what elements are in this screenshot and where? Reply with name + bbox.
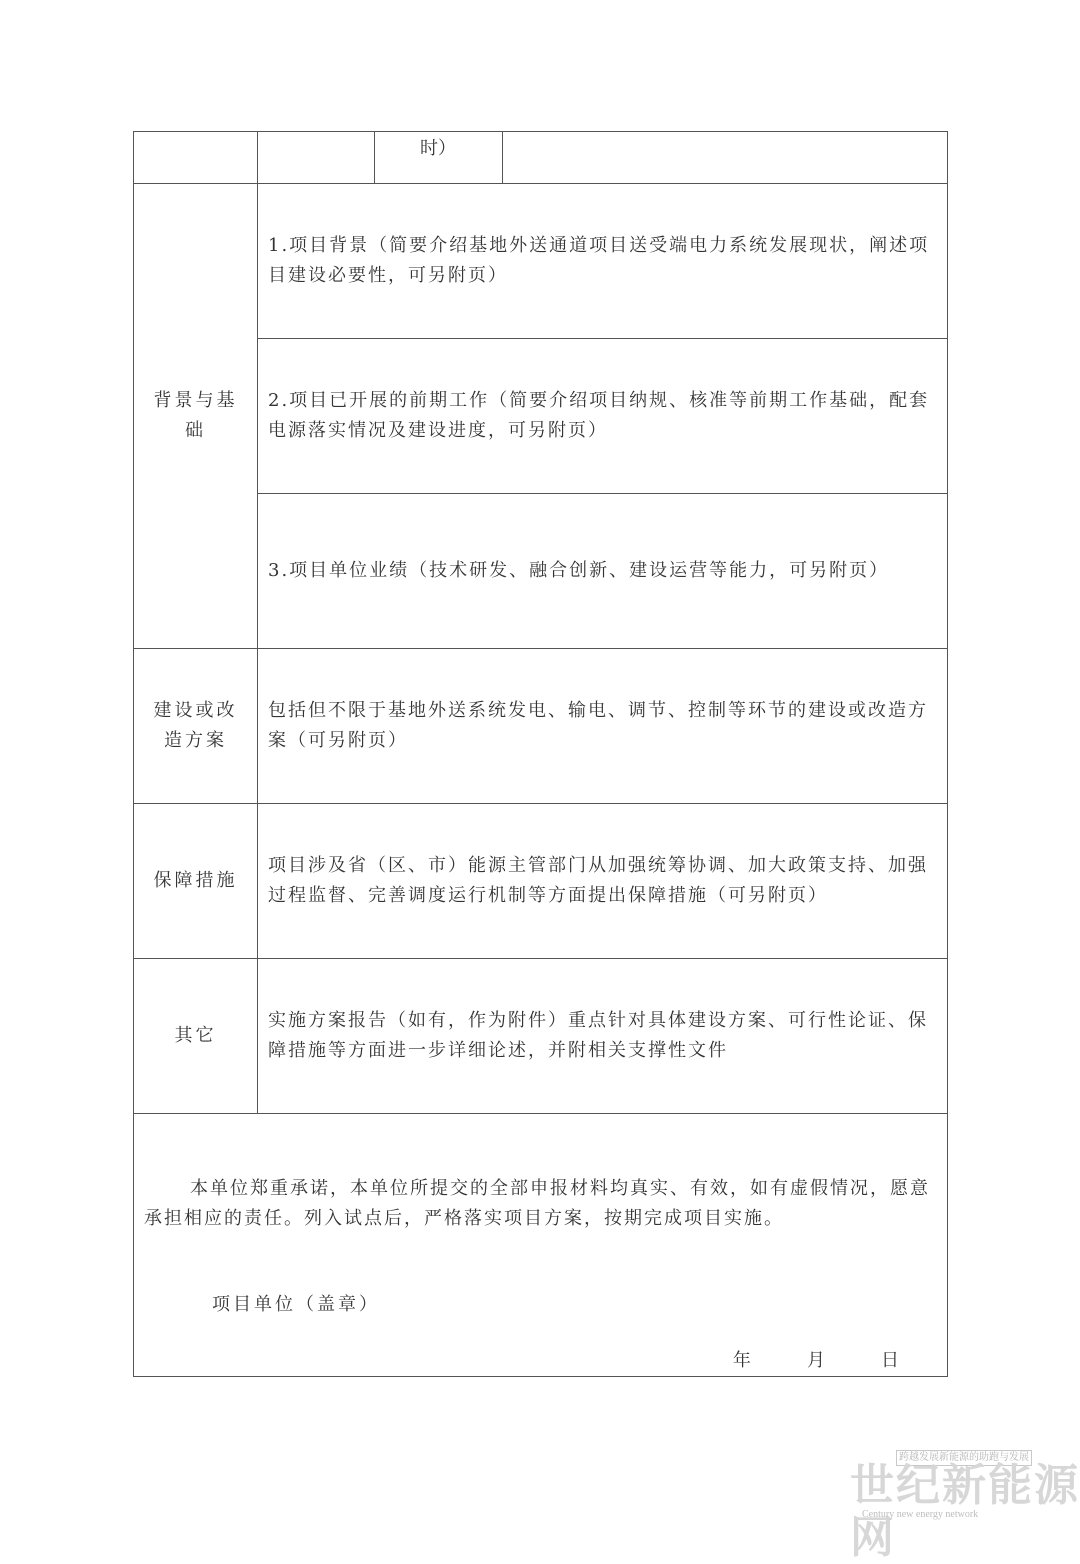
top-row-empty-cell bbox=[258, 132, 374, 183]
construction-plan-content: 包括但不限于基地外送系统发电、输电、调节、控制等环节的建设或改造方案（可另附页） bbox=[258, 649, 948, 804]
background-row-1 bbox=[134, 184, 948, 339]
watermark-slogan: 跨越发展新能源的助跑与发展 bbox=[896, 1450, 1032, 1466]
date-line bbox=[733, 1346, 901, 1376]
background-item-2: 2.项目已开展的前期工作（简要介绍项目纳规、核准等前期工作基础，配套电源落实情况及建设进度，可另附页） bbox=[258, 339, 948, 494]
background-label: 背景与基础 bbox=[153, 390, 238, 441]
safeguard-label: 保障措施 bbox=[153, 870, 238, 891]
construction-plan-label-cell bbox=[134, 649, 258, 804]
other-label-cell bbox=[134, 959, 258, 1114]
date-month: 月 bbox=[806, 1350, 827, 1371]
safeguard-row bbox=[134, 804, 948, 959]
watermark-subtitle: Century new energy network bbox=[862, 1509, 979, 1520]
top-row-label-cell bbox=[134, 132, 258, 184]
top-row-inner-table bbox=[258, 132, 947, 183]
other-content: 实施方案报告（如有，作为附件）重点针对具体建设方案、可行性论证、保障措施等方面进一步详细论述，并附相关支撑性文件 bbox=[258, 959, 948, 1114]
date-year: 年 bbox=[732, 1350, 753, 1371]
commitment-row bbox=[134, 1114, 948, 1377]
commitment-statement: 本单位郑重承诺，本单位所提交的全部申报材料均真实、有效，如有虚假情况，愿意承担相应的责任。列入试点后，严格落实项目方案，按期完成项目实施。 bbox=[144, 1178, 930, 1229]
application-form-table bbox=[133, 131, 948, 1377]
construction-plan-label: 建设或改造方案 bbox=[153, 700, 238, 751]
top-row-time-cell bbox=[374, 132, 502, 183]
top-row-content-cell bbox=[258, 132, 948, 184]
background-item-1: 1.项目背景（简要介绍基地外送通道项目送受端电力系统发展现状，阐述项目建设必要性，可另附页） bbox=[258, 184, 948, 339]
date-day: 日 bbox=[881, 1350, 901, 1371]
top-row-value-cell bbox=[502, 132, 947, 183]
background-item-3: 3.项目单位业绩（技术研发、融合创新、建设运营等能力，可另附页） bbox=[258, 494, 948, 649]
other-label: 其它 bbox=[174, 1025, 217, 1046]
watermark-logo: 世纪新能源网 bbox=[850, 1460, 1080, 1563]
background-label-cell bbox=[134, 184, 258, 649]
construction-plan-row bbox=[134, 649, 948, 804]
top-row-time-text: 时） bbox=[420, 138, 456, 159]
seal-label: 项目单位（盖章） bbox=[212, 1294, 380, 1315]
commitment-cell bbox=[134, 1114, 948, 1377]
other-row bbox=[134, 959, 948, 1114]
safeguard-content: 项目涉及省（区、市）能源主管部门从加强统筹协调、加大政策支持、加强过程监督、完善调度运行机制等方面提出保障措施（可另附页） bbox=[258, 804, 948, 959]
safeguard-label-cell bbox=[134, 804, 258, 959]
top-row bbox=[134, 132, 948, 184]
